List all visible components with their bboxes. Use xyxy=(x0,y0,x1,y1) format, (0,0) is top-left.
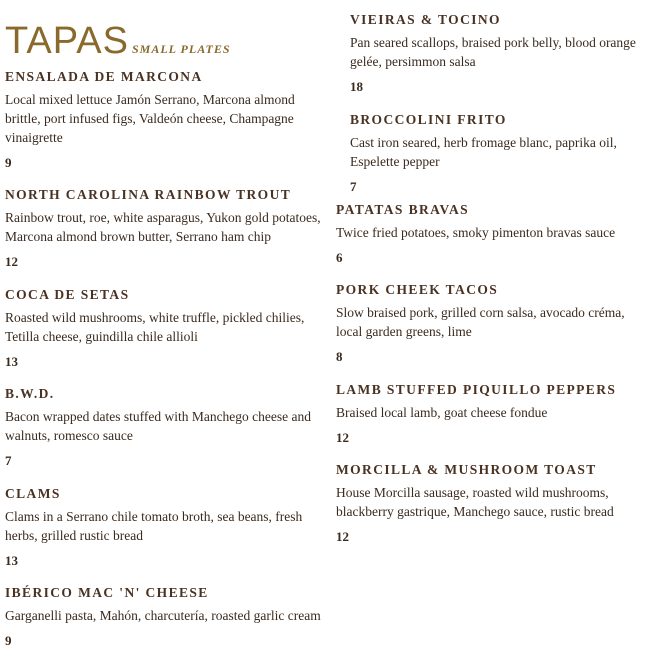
menu-title-main: TAPAS xyxy=(5,20,129,62)
menu-item-rainbow-trout xyxy=(5,186,325,270)
menu-item-description: House Morcilla sausage, roasted wild mushrooms, blackberry gastrique, Manchego sauce, rustic bread xyxy=(336,485,614,519)
menu-item-description: Twice fried potatoes, smoky pimenton bravas sauce xyxy=(336,225,616,240)
menu-item-broccolini-frito xyxy=(350,111,645,195)
menu-item-price: 18 xyxy=(350,79,363,94)
menu-item-name: IBÉRICO MAC 'N' CHEESE xyxy=(5,585,209,600)
menu-item-description: Clams in a Serrano chile tomato broth, sea beans, fresh herbs, grilled rustic bread xyxy=(5,509,303,543)
menu-item-description: Garganelli pasta, Mahón, charcutería, roasted garlic cream xyxy=(5,608,321,623)
menu-item-patatas-bravas xyxy=(336,201,646,266)
menu-item-lamb-piquillo-peppers xyxy=(336,381,646,446)
menu-item-price: 7 xyxy=(5,453,12,468)
menu-item-description: Rainbow trout, roe, white asparagus, Yukon gold potatoes, Marcona almond brown butter, Serrano ham chip xyxy=(5,210,321,244)
menu-item-description: Pan seared scallops, braised pork belly, blood orange gelée, persimmon salsa xyxy=(350,35,636,69)
menu-item-price: 13 xyxy=(5,553,18,568)
menu-item-price: 8 xyxy=(336,349,343,364)
menu-item-name: ENSALADA DE MARCONA xyxy=(5,69,203,84)
menu-item-price: 6 xyxy=(336,250,343,265)
menu-item-price: 12 xyxy=(336,529,349,544)
menu-item-name: B.W.D. xyxy=(5,386,55,401)
menu-item-name: BROCCOLINI FRITO xyxy=(350,112,507,127)
menu-item-coca-de-setas xyxy=(5,286,315,370)
menu-item-description: Roasted wild mushrooms, white truffle, pickled chilies, Tetilla cheese, guindilla chile allioli xyxy=(5,310,305,344)
menu-item-description: Cast iron seared, herb fromage blanc, paprika oil, Espelette pepper xyxy=(350,135,617,169)
menu-subtitle: SMALL PLATES xyxy=(131,42,231,56)
menu-item-name: LAMB STUFFED PIQUILLO PEPPERS xyxy=(336,382,617,397)
menu-item-price: 7 xyxy=(350,179,357,194)
menu-item-clams xyxy=(5,485,315,569)
menu-item-ensalada-de-marcona xyxy=(5,68,315,171)
menu-item-vieiras-tocino xyxy=(350,11,645,95)
menu-item-name: PORK CHEEK TACOS xyxy=(336,282,499,297)
menu-item-description: Slow braised pork, grilled corn salsa, avocado créma, local garden greens, lime xyxy=(336,305,625,339)
menu-item-description: Local mixed lettuce Jamón Serrano, Marcona almond brittle, port infused figs, Valdeón cheese, Champagne vinaigrette xyxy=(5,92,295,145)
menu-item-description: Braised local lamb, goat cheese fondue xyxy=(336,405,548,420)
menu-item-description: Bacon wrapped dates stuffed with Manchego cheese and walnuts, romesco sauce xyxy=(5,409,312,443)
menu-item-price: 9 xyxy=(5,155,12,170)
menu-item-name: NORTH CAROLINA RAINBOW TROUT xyxy=(5,187,292,202)
menu-item-name: VIEIRAS & TOCINO xyxy=(350,12,501,27)
menu-item-morcilla-mushroom-toast xyxy=(336,461,626,545)
menu-item-name: COCA DE SETAS xyxy=(5,287,130,302)
menu-item-bwd xyxy=(5,385,315,469)
menu-item-price: 12 xyxy=(5,254,18,269)
menu-item-name: PATATAS BRAVAS xyxy=(336,202,470,217)
menu-item-price: 13 xyxy=(5,354,18,369)
menu-item-pork-cheek-tacos xyxy=(336,281,648,365)
menu-item-iberico-mac-n-cheese xyxy=(5,584,335,649)
menu-item-name: CLAMS xyxy=(5,486,61,501)
menu-item-price: 12 xyxy=(336,430,349,445)
menu-title xyxy=(5,22,231,61)
menu-item-name: MORCILLA & MUSHROOM TOAST xyxy=(336,462,597,477)
menu-item-price: 9 xyxy=(5,633,12,648)
